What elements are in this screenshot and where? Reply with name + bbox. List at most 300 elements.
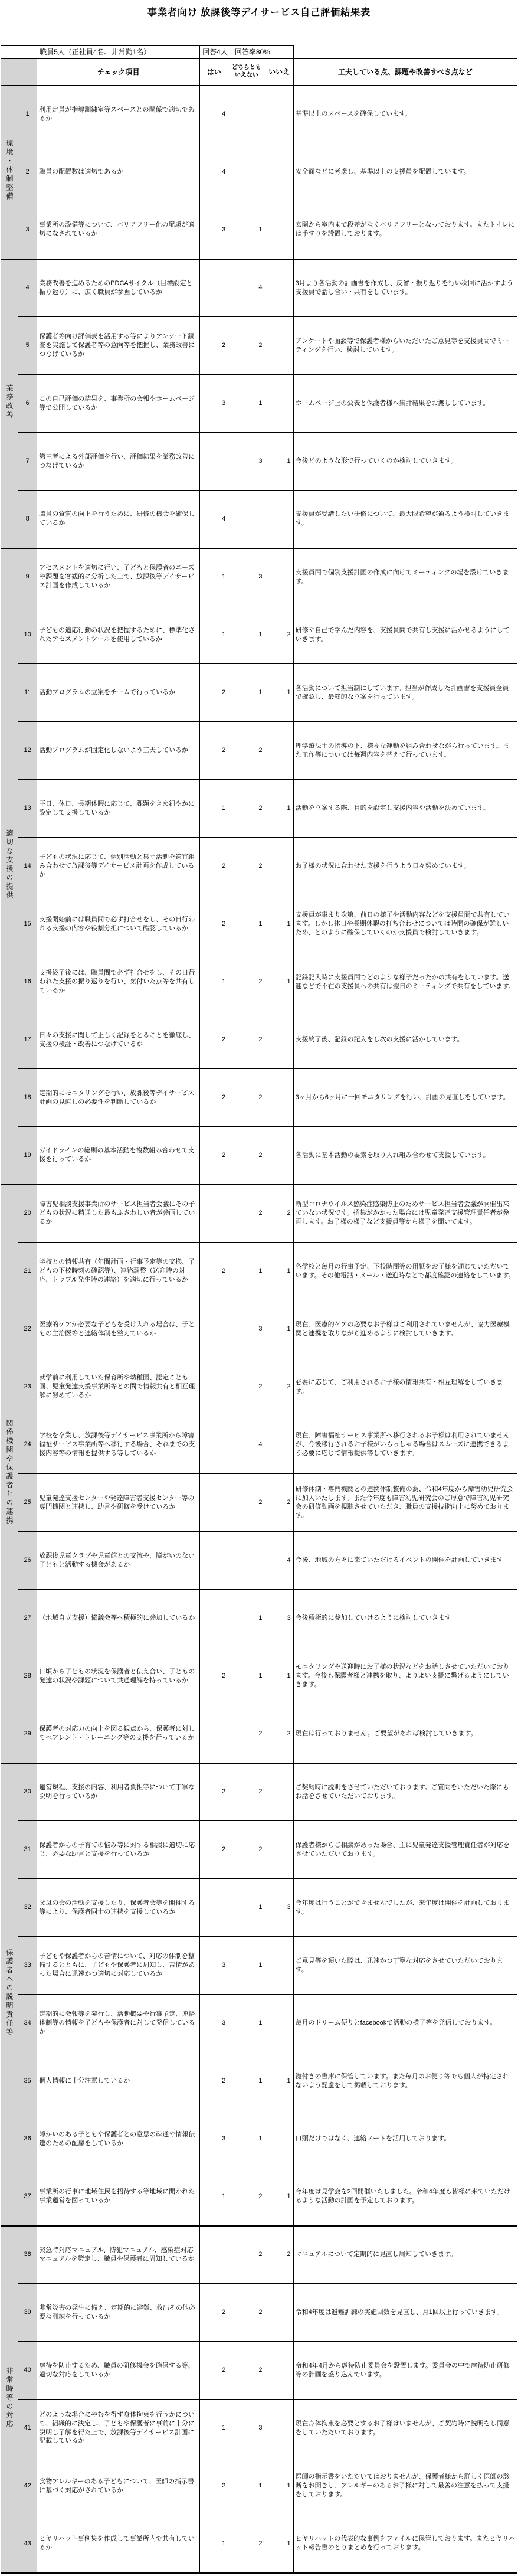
no-count [265,548,293,606]
table-row [1,664,517,722]
row-number: 9 [18,548,37,606]
neither-count: 2 [228,2342,265,2400]
row-number: 33 [18,1937,37,1995]
check-item-text: 障がいのある子どもや保護者との意思の疎通や情報伝達のための配慮をしているか [37,2110,200,2168]
no-count [265,1069,293,1127]
category-label: 非常時等の対応 [1,2226,18,2573]
neither-count: 2 [228,2284,265,2342]
check-item-text: 保護者からの子育ての悩み等に対する相談に適切に応じ、必要な助言と支援を行っているか [37,1821,200,1879]
comment-text: ご契約時に説明をさせていただいております。ご質問をいただいた際にもお話をさせていただいております。 [293,1763,517,1821]
neither-count: 2 [228,1069,265,1127]
neither-count: 2 [228,2515,265,2573]
neither-count: 1 [228,2052,265,2110]
neither-count: 2 [228,317,265,375]
comment-text: 基準以上のスペースを確保しています。 [293,86,517,143]
no-count: 4 [265,1532,293,1590]
no-count: 1 [265,2168,293,2226]
no-count: 1 [265,895,293,953]
category-label: 適切な支援の提供 [1,548,18,1185]
row-number: 42 [18,2457,37,2515]
neither-count: 2 [228,1821,265,1879]
row-number: 43 [18,2515,37,2573]
comment-text: 必要に応じて、ご利用されるお子様の情報共有・相互理解をしていきます。 [293,1358,517,1416]
check-item-text: 障害児相談支援事業所のサービス担当者会議にその子どもの状況に精通した最もふさわしい者が参画しているか [37,1185,200,1243]
check-item-text: 個人情報に十分注意しているか [37,2052,200,2110]
row-number: 10 [18,606,37,664]
yes-count: 1 [200,2515,228,2573]
row-number: 31 [18,1821,37,1879]
category-label: 保護者への説明責任等 [1,1763,18,2226]
row-number: 13 [18,780,37,838]
info-empty-number-cell [18,46,37,58]
comment-text: モニタリングや送迎時にお子様の状況などをお話しさせていただいております。今後も保護者様と連携を取り、よりよい支援に繋げるようにしていきます。 [293,1647,517,1705]
check-item-text: 業務改善を進めるためのPDCAサイクル（目標設定と振り返り）に、広く職員が参画しているか [37,259,200,317]
no-count: 2 [265,2226,293,2284]
row-number: 37 [18,2168,37,2226]
category-label: 業務改善 [1,259,18,548]
neither-count: 1 [228,895,265,953]
header-row [1,58,517,86]
table-row [1,1590,517,1647]
yes-count: 2 [200,317,228,375]
yes-count: 1 [200,606,228,664]
no-count: 1 [265,2457,293,2515]
check-item-text: この自己評価の結果を、事業所の会報やホームページ等で公開しているか [37,375,200,433]
comment-text: 毎月のドリーム便りとfacebookで活動の様子等を発信しております。 [293,1995,517,2052]
no-count [265,722,293,780]
yes-count: 1 [200,2400,228,2457]
yes-count: 2 [200,1011,228,1069]
comment-text: 現在は行っておりません。ご要望があれば検討していきます。 [293,1705,517,1763]
no-count [265,1416,293,1474]
no-count: 2 [265,1358,293,1416]
category-label: 関係機関や保護者との連携 [1,1185,18,1763]
yes-count: 3 [200,201,228,259]
row-number: 17 [18,1011,37,1069]
no-count: 2 [265,1705,293,1763]
yes-count: 4 [200,143,228,201]
table-row [1,2110,517,2168]
yes-count [200,1358,228,1416]
no-count: 1 [265,2052,293,2110]
response-rate-text: 回答4人 回答率80% [200,46,294,58]
check-item-text: 緊急時対応マニュアル、防犯マニュアル、感染症対応マニュアルを策定し、職員や保護者に周知しているか [37,2226,200,2284]
neither-count: 3 [228,548,265,606]
neither-count [228,86,265,143]
check-item-text: 学校を卒業し、放課後等デイサービス事業所から障害福祉サービス事業所等へ移行する場合、それまでの支援内容等の情報を提供する等しているか [37,1416,200,1474]
yes-count: 2 [200,664,228,722]
row-number: 34 [18,1995,37,2052]
no-count: 1 [265,2515,293,2573]
header-yes: はい [200,58,228,86]
comment-text: 今後積極的に参加していけるように検討していきます [293,1590,517,1647]
row-number: 14 [18,838,37,895]
table-row [1,1879,517,1937]
table-row [1,1937,517,1995]
check-item-text: 非常災害の発生に備え、定期的に避難、救出その他必要な訓練を行っているか [37,2284,200,2342]
yes-count: 2 [200,722,228,780]
neither-count: 2 [228,1358,265,1416]
table-row [1,491,517,548]
neither-count [228,491,265,548]
comment-text: 現在、医療的ケアの必要なお子様はご利用されていませんが、協力医療機関と連携を取りながら進めるように検討していきます。 [293,1300,517,1358]
row-number: 32 [18,1879,37,1937]
neither-count: 1 [228,1937,265,1995]
comment-text: ヒヤリハットの代表的な事例をファイルに保管しております。またヒヤリハット報告書のとりまとめを行っております。 [293,2515,517,2573]
yes-count: 3 [200,375,228,433]
yes-count: 4 [200,86,228,143]
table-row [1,1821,517,1879]
check-item-text: 職員の資質の向上を行うために、研修の機会を確保しているか [37,491,200,548]
table-row [1,2400,517,2457]
yes-count [200,1590,228,1647]
staff-count-text: 職員5人（正社員4名、非常勤1名） [37,46,200,58]
neither-count: 1 [228,1995,265,2052]
check-item-text: 活動プログラムが固定化しないよう工夫しているか [37,722,200,780]
yes-count: 3 [200,2110,228,2168]
no-count [265,86,293,143]
no-count [265,1011,293,1069]
row-number: 8 [18,491,37,548]
yes-count: 2 [200,1243,228,1300]
no-count: 2 [265,1474,293,1532]
info-row [1,46,517,58]
comment-text: 現在、障害福祉サービス事業所へ移行されるお子様は利用されていませんが、今後移行されるお子様がいらっしゃる場合はスムーズに連携できるよう必要に応じて情報提供等していきます。 [293,1416,517,1474]
neither-count: 1 [228,664,265,722]
neither-count: 1 [228,606,265,664]
table-row [1,201,517,259]
no-count [265,2400,293,2457]
comment-text: 理学療法士の指導の下、様々な運動を組み合わせながら行っています。また工作等については毎週内容を替えて行っています。 [293,722,517,780]
table-row [1,2457,517,2515]
comment-text: 支援員が集まり次第、前日の様子や活動内容などを支援員間で共有しています。しかし休日や長期休暇の打ち合わせについては時間の確保が難しいため、どのように確保していくのか支援員で検討していきます。 [293,895,517,953]
check-item-text: 日頃から子どもの状況を保護者と伝え合い、子どもの発達の状況や課題について共通理解を持っているか [37,1647,200,1705]
table-row [1,143,517,201]
comment-text: 研修や自己で学んだ内容を、支援員間で共有し支援に活かせるようにしていきます。 [293,606,517,664]
yes-count [200,1474,228,1532]
no-count [265,375,293,433]
table-row [1,548,517,606]
neither-count: 1 [228,375,265,433]
no-count: 3 [265,1879,293,1937]
check-item-text: 保護者の対応力の向上を図る観点から、保護者に対してペアレント・トレーニング等の支援を行っているか [37,1705,200,1763]
row-number: 1 [18,86,37,143]
no-count [265,259,293,317]
comment-text: 玄関から室内まで段差がなくバリアフリーとなっております。またトイレには手すりを設置しております。 [293,201,517,259]
check-item-text: どのような場合にやむを得ず身体拘束を行うかについて、組織的に決定し、子どもや保護者に事前に十分に説明し了解を得た上で、放課後等デイサービス計画に記載しているか [37,2400,200,2457]
no-count [265,1763,293,1821]
neither-count: 2 [228,2226,265,2284]
comment-text: 今後、地域の方々に来ていただけるイベントの開催を計画していきます [293,1532,517,1590]
comment-text: 各活動に基本活動の要素を取り入れ組み合わせて支援しています。 [293,1127,517,1185]
neither-count: 2 [228,1474,265,1532]
neither-count: 2 [228,1705,265,1763]
neither-count: 2 [228,1763,265,1821]
comment-text: 令和4年度は避難訓練の実施回数を見直し、月1回以上行っていきます。 [293,2284,517,2342]
check-item-text: 虐待を防止するため、職員の研修機会を確保する等、適切な対応をしているか [37,2342,200,2400]
table-row [1,1300,517,1358]
table-row [1,1532,517,1590]
table-row [1,2168,517,2226]
row-number: 18 [18,1069,37,1127]
neither-count: 1 [228,2457,265,2515]
yes-count [200,2226,228,2284]
neither-count: 3 [228,1300,265,1358]
yes-count: 1 [200,548,228,606]
row-number: 41 [18,2400,37,2457]
header-check-item: チェック項目 [37,58,200,86]
no-count: 1 [265,1647,293,1705]
yes-count: 2 [200,2052,228,2110]
row-number: 16 [18,953,37,1011]
table-row [1,1069,517,1127]
comment-text: 鍵付きの書庫に保管しています。また毎月のお便り等でも個人が特定されないよう配慮をして掲載しております。 [293,2052,517,2110]
check-item-text: 運営規程、支援の内容、利用者負担等について丁寧な説明を行っているか [37,1763,200,1821]
comment-text: 医師の指示書をいただいてはおりませんが、保護者様から詳しく医師の診断をお聞きし、アレルギーのあるお子様に対して最善の注意を払って支援をしております。 [293,2457,517,2515]
neither-count: 2 [228,1011,265,1069]
comment-text: 記録記入時に支援員間でどのような様子だったかの共有をしています。送迎などで不在の支援員への共有は翌日のミーティングで共有をしています。 [293,953,517,1011]
row-number: 15 [18,895,37,953]
header-comment: 工夫している点、課題や改善すべき点など [293,58,517,86]
table-row [1,780,517,838]
neither-count: 3 [228,2400,265,2457]
yes-count [200,433,228,491]
check-item-text: 食物アレルギーのある子どもについて、医師の指示書に基づく対応がされているか [37,2457,200,2515]
neither-count: 2 [228,838,265,895]
table-row [1,433,517,491]
no-count [265,838,293,895]
yes-count: 2 [200,1069,228,1127]
neither-count: 1 [228,1879,265,1937]
comment-text: 今後どのような形で行っていくのか検討していきます。 [293,433,517,491]
yes-count [200,1416,228,1474]
table-row [1,1127,517,1185]
yes-count: 1 [200,2168,228,2226]
check-item-text: 就学前に利用していた保育所や幼稚園、認定こども園、児童発達支援事業所等との間で情報共有と相互理解に努めているか [37,1358,200,1416]
yes-count: 3 [200,1995,228,2052]
table-row [1,1763,517,1821]
comment-text: アンケートや面談等で保護者様からいただいたご意見等を支援員間でミーティングを行い、検討しています。 [293,317,517,375]
row-number: 4 [18,259,37,317]
check-item-text: 事業所の設備等について、バリアフリー化の配慮が適切になされているか [37,201,200,259]
yes-count: 2 [200,838,228,895]
row-number: 22 [18,1300,37,1358]
no-count [265,1821,293,1879]
no-count [265,143,293,201]
neither-count: 2 [228,722,265,780]
no-count: 1 [265,780,293,838]
check-item-text: ヒヤリハット事例集を作成して事業所内で共有しているか [37,2515,200,2573]
table-row [1,2226,517,2284]
row-number: 29 [18,1705,37,1763]
row-number: 11 [18,664,37,722]
row-number: 28 [18,1647,37,1705]
table-row [1,953,517,1011]
table-row [1,895,517,953]
row-number: 12 [18,722,37,780]
check-item-text: 支援終了後には、職員間で必ず打合せをし、その日行われた支援の振り返りを行い、気付いた点等を共有しているか [37,953,200,1011]
table-row [1,375,517,433]
no-count [265,2110,293,2168]
neither-count: 2 [228,1185,265,1243]
neither-count: 1 [228,1243,265,1300]
row-number: 19 [18,1127,37,1185]
row-number: 24 [18,1416,37,1474]
info-empty-category-cell [1,46,18,58]
comment-text: 各学校と毎月の行事予定、下校時間等の用紙をお子様を通じていただいています。その他電話・メール・送迎時などで都度確認の連絡をしています。 [293,1243,517,1300]
neither-count [228,1532,265,1590]
table-row [1,2052,517,2110]
row-number: 35 [18,2052,37,2110]
check-item-text: 保護者等向け評価表を活用する等によりアンケート調査を実施して保護者等の意向等を把握し、業務改善につなげているか [37,317,200,375]
yes-count: 1 [200,953,228,1011]
check-item-text: （地域自立支援）協議会等へ積極的に参加しているか [37,1590,200,1647]
no-count: 1 [265,1300,293,1358]
neither-count: 2 [228,953,265,1011]
row-number: 23 [18,1358,37,1416]
yes-count [200,1300,228,1358]
no-count: 2 [265,606,293,664]
table-row [1,1185,517,1243]
no-count [265,491,293,548]
check-item-text: 定期的に会報等を発行し、活動概要や行事予定、連絡体制等の情報を子どもや保護者に対して発信しているか [37,1995,200,2052]
neither-count: 2 [228,1127,265,1185]
no-count [265,1937,293,1995]
no-count [265,2284,293,2342]
row-number: 36 [18,2110,37,2168]
yes-count [200,1705,228,1763]
table-row [1,1358,517,1416]
table-row [1,2284,517,2342]
check-item-text: 職員の配置数は適切であるか [37,143,200,201]
no-count [265,317,293,375]
row-number: 27 [18,1590,37,1647]
yes-count: 4 [200,491,228,548]
comment-text: 令和4年4月から虐待防止委員会を設置します。委員会の中で虐待防止研修等の計画を盛り込んでいます。 [293,2342,517,2400]
results-table-body [1,86,517,2573]
table-row [1,838,517,895]
check-item-text: 活動プログラムの立案をチームで行っているか [37,664,200,722]
table-row [1,1647,517,1705]
comment-text: 3月より各活動の計画書を作成し、反省・振り返りを行い次回に活かすよう支援員で話し合い・共有をしています。 [293,259,517,317]
no-count: 1 [265,433,293,491]
info-empty-comment-cell [293,46,517,58]
check-item-text: アセスメントを適切に行い、子どもと保護者のニーズや課題を客観的に分析した上で、放課後等デイサービス計画を作成しているか [37,548,200,606]
yes-count: 1 [200,780,228,838]
yes-count [200,259,228,317]
table-row [1,259,517,317]
comment-text: 今年度は見学会を2回開催いたしました。令和4年度も皆様に来ていただけるような活動の計画を予定しております。 [293,2168,517,2226]
row-number: 26 [18,1532,37,1590]
comment-text: 今年度は行うことができませんでしたが、来年度は開催を計画しております。 [293,1879,517,1937]
yes-count: 2 [200,2284,228,2342]
yes-count: 2 [200,1821,228,1879]
no-count: 1 [265,1243,293,1300]
comment-text: 支援員間で個別支援計画の作成に向けてミーティングの場を設けていきます。 [293,548,517,606]
neither-count [228,143,265,201]
check-item-text: 子どもや保護者からの苦情について、対応の体制を整備するとともに、子どもや保護者に周知し、苦情があった場合に迅速かつ適切に対応しているか [37,1937,200,1995]
check-item-text: 定期的にモニタリングを行い、放課後等デイサービス計画の見直しの必要性を判断しているか [37,1069,200,1127]
row-number: 25 [18,1474,37,1532]
table-row [1,722,517,780]
comment-text: 支援員が受講したい研修について、最大限希望が通るよう検討していきます。 [293,491,517,548]
comment-text: 研修体制・専門機関との連携体制整備の為、令和4年度から障害幼児研究会に加入いたします。また今年度も障害幼児研究会のご厚意で障害幼児研究会の研修動画を視聴させていただき、職員の支援技術向上に努めております。 [293,1474,517,1532]
yes-count [200,1185,228,1243]
table-row [1,2342,517,2400]
neither-count: 2 [228,2168,265,2226]
row-number: 7 [18,433,37,491]
row-number: 38 [18,2226,37,2284]
row-number: 39 [18,2284,37,2342]
no-count: 3 [265,1590,293,1647]
table-row [1,317,517,375]
table-row [1,86,517,143]
yes-count: 2 [200,1127,228,1185]
row-number: 21 [18,1243,37,1300]
check-item-text: 支援開始前には職員間で必ず打合せをし、その日行われる支援の内容や役割分担について確認しているか [37,895,200,953]
comment-text: ホームページ上の公表と保護者様へ集計結果をお渡ししています。 [293,375,517,433]
table-row [1,606,517,664]
no-count [265,1995,293,2052]
no-count: 2 [265,1185,293,1243]
yes-count [200,1532,228,1590]
check-item-text: 学校との情報共有（年間計画・行事予定等の交換、子どもの下校時刻の確認等）、連絡調整（送迎時の対応、トラブル発生時の連絡）を適切に行っているか [37,1243,200,1300]
comment-text: ご意見等を頂いた際は、迅速かつ丁寧な対応をさせていただいております。 [293,1937,517,1995]
yes-count: 2 [200,1763,228,1821]
check-item-text: 児童発達支援センターや発達障害者支援センター等の専門機関と連携し、助言や研修を受けているか [37,1474,200,1532]
check-item-text: 子どもの適応行動の状況を把握するために、標準化されたアセスメントツールを使用しているか [37,606,200,664]
row-number: 30 [18,1763,37,1821]
neither-count: 2 [228,780,265,838]
no-count [265,201,293,259]
neither-count: 1 [228,1590,265,1647]
comment-text: 新型コロナウイルス感染症感染防止のためサービス担当者会議が開催出来ていない状況です。招集がかかった場合には児童発達支援管理責任者が参画します。お子様の様子など支援員等から様子を聞いてます。 [293,1185,517,1243]
no-count: 1 [265,664,293,722]
header-neither: どちらともいえない [228,58,265,86]
neither-count: 3 [228,433,265,491]
header-no: いいえ [265,58,293,86]
neither-count: 4 [228,259,265,317]
evaluation-table [1,45,517,2574]
comment-text: 安全面などに考慮し、基準以上の支援員を配置しています。 [293,143,517,201]
yes-count: 2 [200,1647,228,1705]
yes-count [200,1879,228,1937]
comment-text: マニュアルについて定期的に見直し周知していきます。 [293,2226,517,2284]
comment-text: 現在身体拘束を必要とするお子様はいませんが、ご契約時に説明をし同意をしていただいております。 [293,2400,517,2457]
no-count [265,1127,293,1185]
check-item-text: 第三者による外部評価を行い、評価結果を業務改善につなげているか [37,433,200,491]
row-number: 2 [18,143,37,201]
neither-count: 1 [228,2110,265,2168]
table-row [1,1705,517,1763]
table-row [1,1011,517,1069]
row-number: 20 [18,1185,37,1243]
yes-count: 2 [200,2457,228,2515]
check-item-text: 平日、休日、長期休暇に応じて、課題をきめ細やかに設定して支援しているか [37,780,200,838]
check-item-text: 子どもの状況に応じて、個別活動と集団活動を適宜組み合わせて放課後等デイサービス計画を作成しているか [37,838,200,895]
neither-count: 1 [228,201,265,259]
check-item-text: 日々の支援に関して正しく記録をとることを徹底し、支援の検証・改善につなげているか [37,1011,200,1069]
check-item-text: 父母の会の活動を支援したり、保護者会等を開催する等により、保護者同士の連携を支援しているか [37,1879,200,1937]
row-number: 3 [18,201,37,259]
yes-count: 3 [200,1937,228,1995]
no-count [265,2342,293,2400]
check-item-text: 事業所の行事に地域住民を招待する等地域に開かれた事業運営を図っているか [37,2168,200,2226]
comment-text: 保護者様からご相談があった場合、主に児童発達支援管理責任者が対応をさせていただいております。 [293,1821,517,1879]
neither-count: 1 [228,1647,265,1705]
check-item-text: ガイドラインの総則の基本活動を複数組み合わせて支援を行っているか [37,1127,200,1185]
neither-count: 4 [228,1416,265,1474]
